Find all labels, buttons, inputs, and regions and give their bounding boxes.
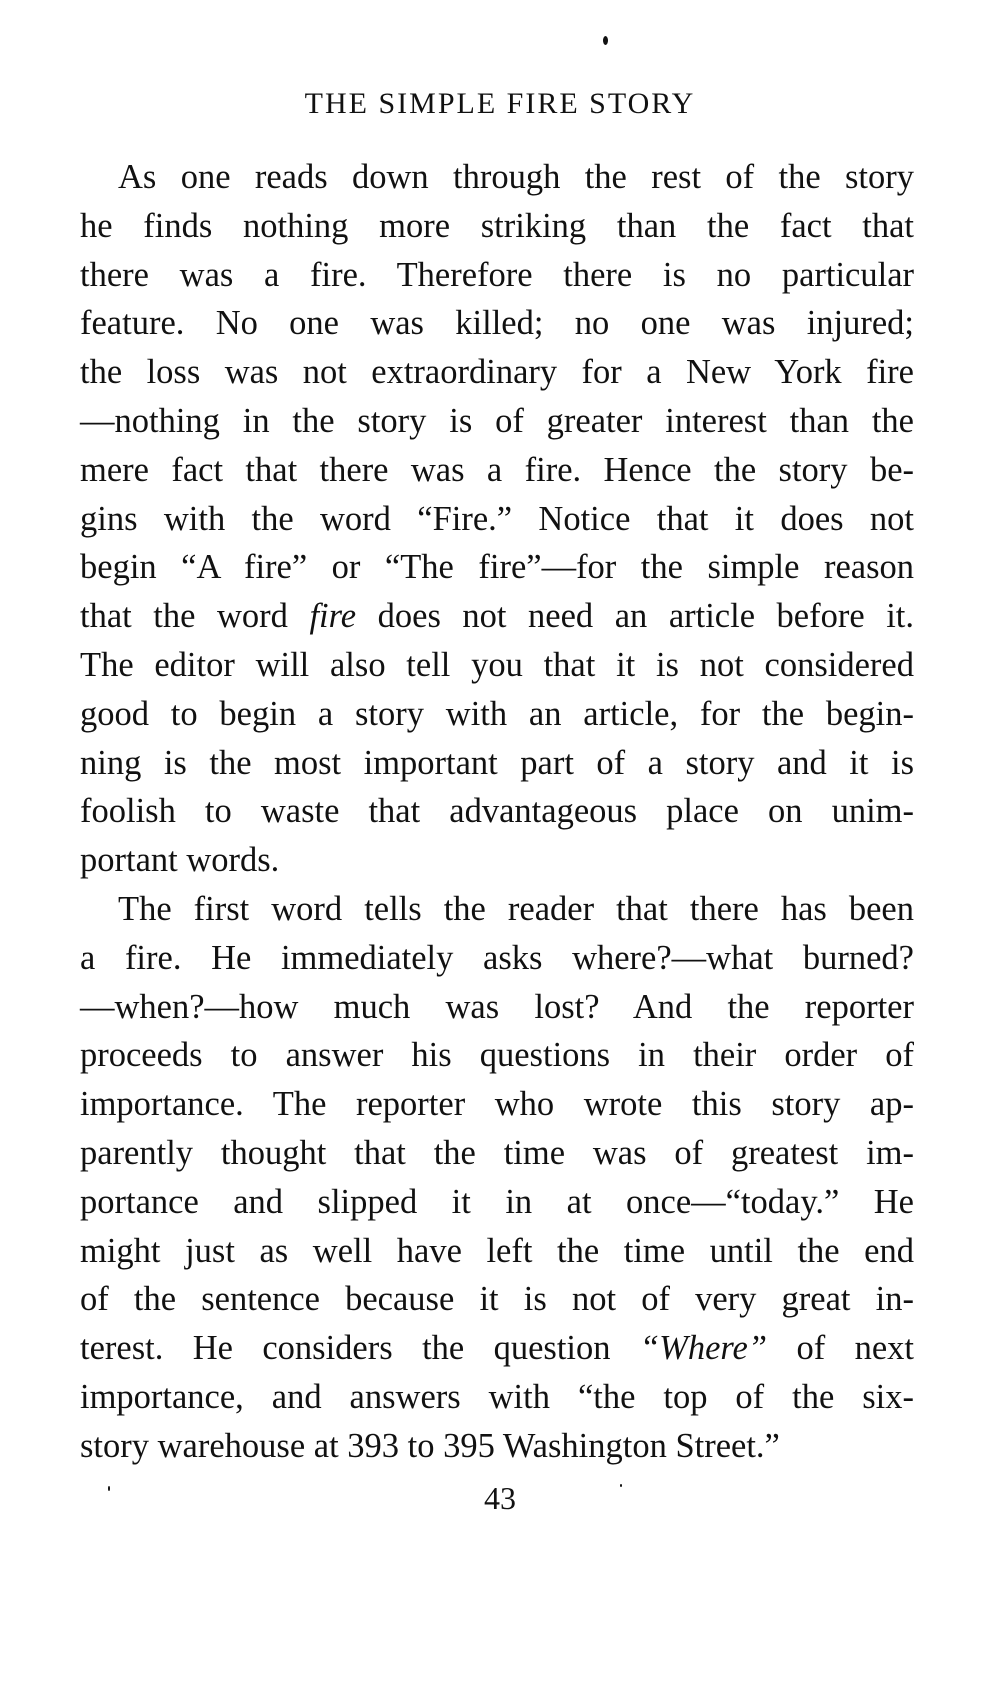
running-head: THE SIMPLE FIRE STORY xyxy=(304,87,696,120)
text-line: he finds nothing more striking than the fact that xyxy=(80,206,914,245)
text-line: The editor will also tell you that it is not considered xyxy=(80,645,914,684)
text-line: parently thought that the time was of greatest im- xyxy=(80,1133,914,1172)
text-line: of the sentence because it is not of very great in- xyxy=(80,1280,914,1319)
text-line: terest. He considers the question “Where” of next xyxy=(80,1329,914,1368)
ink-speck xyxy=(603,36,608,45)
text-line: As one reads down through the rest of the story xyxy=(118,158,914,196)
text-line: proceeds to answer his questions in their order of xyxy=(80,1036,914,1075)
paragraph xyxy=(80,885,914,1471)
text-line: The first word tells the reader that there has been xyxy=(118,889,914,928)
paragraph xyxy=(80,153,914,885)
text-line: —when?—how much was lost? And the reporter xyxy=(80,987,914,1026)
text-line: portant words. xyxy=(80,841,280,880)
text-line: importance, and answers with “the top of the six- xyxy=(80,1377,914,1416)
text-line: ning is the most important part of a story and it is xyxy=(80,743,914,782)
text-line: a fire. He immediately asks where?—what burned? xyxy=(80,938,914,977)
text-line: importance. The reporter who wrote this story ap- xyxy=(80,1085,914,1124)
text-line: story warehouse at 393 to 395 Washington Street.” xyxy=(80,1426,780,1465)
text-line: foolish to waste that advantageous place on unim- xyxy=(80,792,914,831)
text-line: the loss was not extraordinary for a New York fire xyxy=(80,353,914,392)
text-line: might just as well have left the time until the end xyxy=(80,1231,914,1270)
text-line: gins with the word “Fire.” Notice that it does not xyxy=(80,499,914,538)
text-line: good to begin a story with an article, for the begin- xyxy=(80,694,914,733)
body-text xyxy=(80,153,914,1471)
italic-word: “Where” xyxy=(639,1329,768,1368)
text-line: portance and slipped it in at once—“today.” He xyxy=(80,1182,914,1221)
text-line: feature. No one was killed; no one was injured; xyxy=(80,304,914,343)
text-line: —nothing in the story is of greater interest than the xyxy=(80,401,914,440)
page-number: 43 xyxy=(484,1480,516,1516)
text-line: that the word fire does not need an article before it. xyxy=(80,597,914,636)
text-line: there was a fire. Therefore there is no particular xyxy=(80,255,914,294)
text-line: mere fact that there was a fire. Hence the story be- xyxy=(80,450,914,489)
text-line: begin “A fire” or “The fire”—for the simple reason xyxy=(80,548,914,587)
italic-word: fire xyxy=(309,597,357,636)
